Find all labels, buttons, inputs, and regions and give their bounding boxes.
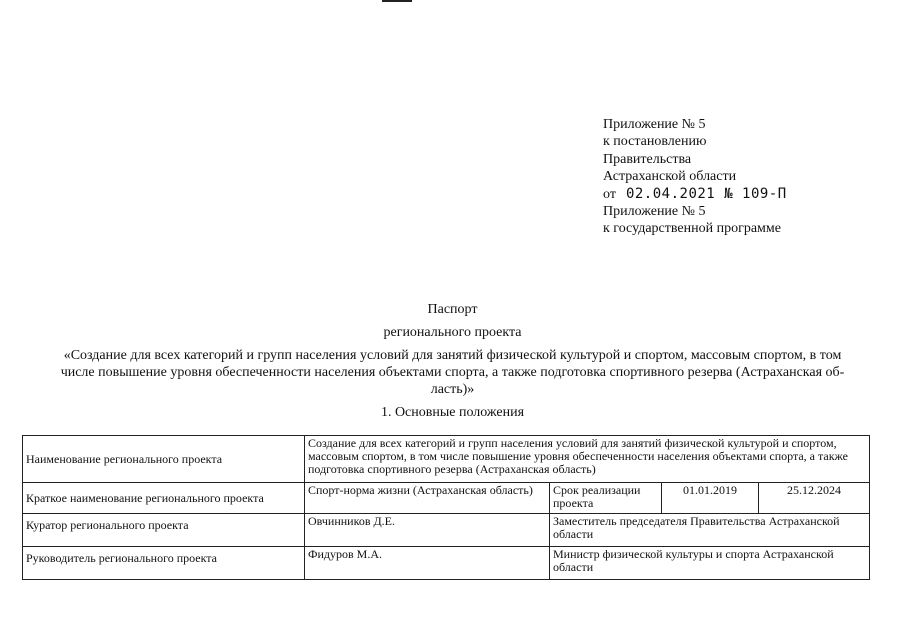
section-heading: 1. Основные положения — [380, 405, 525, 420]
appendix-line-3: Правительства — [603, 151, 692, 167]
row-label-curator: Куратор регионального проекта — [23, 514, 305, 547]
row-label-head: Руководитель регионального проекта — [23, 547, 305, 580]
appendix-date-line — [603, 186, 787, 203]
project-name-line-3: ласть)» — [430, 382, 475, 397]
term-end-date: 25.12.2024 — [759, 483, 870, 514]
table-row — [23, 436, 870, 483]
head-position: Министр физической культуры и спорта Астраханской области — [550, 547, 870, 580]
appendix-line-4: Астраханской области — [603, 169, 737, 185]
row-value-short-name: Спорт-норма жизни (Астраханская область) — [305, 483, 550, 514]
term-start-date: 01.01.2019 — [662, 483, 759, 514]
project-name-line-1: «Создание для всех категорий и групп населения условий для занятий физической культурой и спортом, массовым спортом, в том — [63, 348, 842, 363]
appendix-line-2: к постановлению — [603, 134, 707, 150]
appendix-line-1: Приложение № 5 — [603, 117, 706, 132]
scan-mark — [382, 0, 412, 2]
table-row — [23, 547, 870, 580]
appendix-line-7: к государственной программе — [603, 221, 781, 237]
row-value-project-name: Создание для всех категорий и групп населения условий для занятий физической культурой и спортом, массовым спортом, в том числе повышение уровня обеспеченности населения объектами спорта, а также подготовка спортивного резерва (Астраханская область) — [305, 436, 870, 483]
appendix-block — [603, 116, 787, 238]
appendix-line-6: Приложение № 5 — [603, 204, 706, 220]
passport-table — [22, 435, 870, 580]
term-label: Срок реализации проекта — [550, 483, 662, 514]
handwritten-date-number: 02.04.2021 № 109-П — [625, 185, 787, 202]
project-name — [22, 347, 883, 398]
document-title: Паспорт — [427, 302, 478, 317]
appendix-date-prefix: от — [603, 186, 616, 202]
head-name: Фидуров М.А. — [305, 547, 550, 580]
table-row — [23, 514, 870, 547]
document-subtitle: регионального проекта — [383, 325, 522, 340]
table-row — [23, 483, 870, 514]
row-label-short-name: Краткое наименование регионального проекта — [23, 483, 305, 514]
project-name-line-2: числе повышение уровня обеспеченности населения объектами спорта, а также подготовка спортивного резерва (Астраханская об- — [60, 365, 845, 380]
curator-name: Овчинников Д.Е. — [305, 514, 550, 547]
curator-position: Заместитель председателя Правительства Астраханской области — [550, 514, 870, 547]
row-label-project-name: Наименование регионального проекта — [23, 436, 305, 483]
